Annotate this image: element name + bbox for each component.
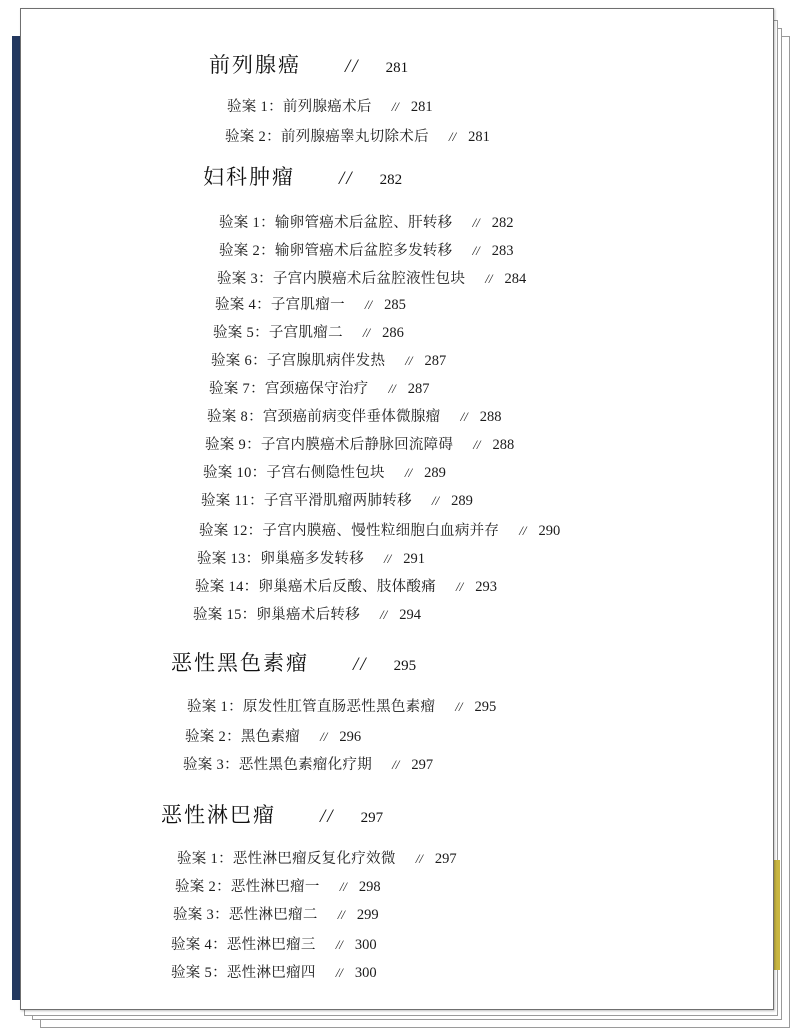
page-number: 300	[354, 965, 377, 981]
entry-title: 验案 3：子宫内膜癌术后盆腔液性包块	[217, 271, 466, 287]
separator: //	[456, 579, 464, 594]
page-number: 289	[424, 465, 446, 481]
toc-entry	[177, 847, 457, 868]
toc-entry	[193, 603, 421, 624]
toc-heading	[161, 799, 383, 829]
toc-entry	[199, 519, 560, 540]
toc-entry	[227, 95, 433, 116]
page-number: 294	[399, 607, 422, 623]
separator: //	[472, 243, 480, 258]
entry-title: 验案 15：卵巢癌术后转移	[193, 607, 361, 623]
toc-entry	[219, 211, 513, 232]
page-number: 290	[538, 523, 561, 539]
entry-title: 验案 3：恶性淋巴瘤二	[173, 907, 318, 923]
page-number: 297	[360, 810, 384, 826]
page-number: 295	[474, 699, 497, 715]
toc-entry	[201, 489, 473, 510]
heading-title: 前列腺癌	[209, 53, 301, 77]
toc-heading	[209, 49, 408, 79]
page-number: 287	[424, 353, 447, 369]
entry-title: 验案 1：输卵管癌术后盆腔、肝转移	[219, 215, 453, 231]
entry-title: 验案 2：前列腺癌睾丸切除术后	[225, 129, 429, 145]
separator: //	[391, 99, 399, 114]
separator: //	[431, 493, 440, 508]
separator: //	[473, 437, 481, 452]
toc-heading	[203, 161, 402, 191]
toc-entry	[217, 267, 526, 288]
page-number: 297	[411, 757, 434, 773]
page-number: 289	[451, 493, 473, 509]
separator: //	[335, 937, 343, 952]
entry-title: 验案 6：子宫腺肌病伴发热	[211, 353, 386, 369]
separator: //	[339, 879, 347, 894]
page-number: 281	[468, 129, 490, 145]
page-number: 296	[339, 729, 362, 745]
toc-entry	[173, 903, 379, 924]
entry-title: 验案 12：子宫内膜癌、慢性粒细胞白血病并存	[199, 523, 500, 539]
separator: //	[405, 353, 413, 368]
entry-title: 验案 2：黑色素瘤	[185, 729, 301, 745]
entry-title: 验案 1：原发性肛管直肠恶性黑色素瘤	[187, 699, 436, 715]
page-number: 299	[356, 907, 379, 923]
entry-title: 验案 3：恶性黑色素瘤化疗期	[183, 757, 373, 773]
separator: //	[345, 56, 360, 77]
separator: //	[448, 129, 457, 144]
toc-entry	[171, 961, 377, 982]
separator: //	[485, 271, 493, 286]
entry-title: 验案 4：恶性淋巴瘤三	[171, 937, 316, 953]
entry-title: 验案 9：子宫内膜癌术后静脉回流障碍	[205, 437, 454, 453]
page-number: 291	[403, 551, 426, 567]
toc-entry	[175, 875, 381, 896]
separator: //	[320, 729, 328, 744]
page-number: 297	[434, 851, 457, 867]
entry-title: 验案 5：子宫肌瘤二	[213, 325, 343, 341]
entry-title: 验案 1：前列腺癌术后	[227, 99, 372, 115]
entry-title: 验案 2：输卵管癌术后盆腔多发转移	[219, 243, 453, 259]
separator: //	[337, 907, 345, 922]
page-number: 287	[407, 381, 430, 397]
toc-entry	[215, 293, 406, 314]
page-number: 283	[491, 243, 514, 259]
page-number: 286	[382, 325, 404, 341]
entry-title: 验案 7：宫颈癌保守治疗	[209, 381, 369, 397]
separator: //	[335, 965, 343, 980]
toc-entry	[219, 239, 513, 260]
heading-title: 恶性黑色素瘤	[171, 651, 309, 675]
page-number: 295	[393, 658, 417, 674]
page-number: 282	[491, 215, 514, 231]
separator: //	[388, 381, 396, 396]
toc-heading	[171, 647, 416, 677]
entry-title: 验案 1：恶性淋巴瘤反复化疗效微	[177, 851, 396, 867]
entry-title: 验案 13：卵巢癌多发转移	[197, 551, 365, 567]
entry-title: 验案 8：宫颈癌前病变伴垂体微腺瘤	[207, 409, 441, 425]
page-number: 281	[410, 99, 433, 115]
toc-entry	[185, 725, 361, 746]
page-number: 288	[479, 409, 502, 425]
heading-title: 恶性淋巴瘤	[161, 803, 276, 827]
toc-entry	[195, 575, 497, 596]
separator: //	[455, 699, 463, 714]
entry-title: 验案 4：子宫肌瘤一	[215, 297, 345, 313]
heading-title: 妇科肿瘤	[203, 165, 295, 189]
separator: //	[460, 409, 468, 424]
toc-entry	[225, 125, 490, 146]
entry-title: 验案 10：子宫右侧隐性包块	[203, 465, 385, 481]
page-number: 285	[384, 297, 406, 313]
separator: //	[519, 523, 527, 538]
separator: //	[472, 215, 480, 230]
separator: //	[339, 168, 354, 189]
entry-title: 验案 11：子宫平滑肌瘤两肺转移	[201, 493, 412, 509]
separator: //	[364, 297, 373, 312]
separator: //	[353, 654, 368, 675]
separator: //	[384, 551, 392, 566]
separator: //	[392, 757, 400, 772]
page-number: 300	[354, 937, 377, 953]
toc-entry	[213, 321, 404, 342]
separator: //	[415, 851, 423, 866]
toc-page	[20, 8, 774, 1010]
toc-entry	[187, 695, 496, 716]
separator: //	[320, 806, 335, 827]
entry-title: 验案 5：恶性淋巴瘤四	[171, 965, 316, 981]
separator: //	[362, 325, 371, 340]
toc-entry	[197, 547, 425, 568]
toc-entry	[211, 349, 446, 370]
toc-entry	[203, 461, 446, 482]
page-number: 281	[385, 60, 409, 76]
toc-entry	[205, 433, 514, 454]
page-number: 284	[504, 271, 527, 287]
entry-title: 验案 2：恶性淋巴瘤一	[175, 879, 320, 895]
page-number: 282	[379, 172, 403, 188]
toc-entry	[171, 933, 377, 954]
separator: //	[380, 607, 388, 622]
separator: //	[404, 465, 413, 480]
toc-entry	[207, 405, 501, 426]
entry-title: 验案 14：卵巢癌术后反酸、肢体酸痛	[195, 579, 437, 595]
page-number: 288	[492, 437, 515, 453]
toc-entry	[209, 377, 429, 398]
page-number: 298	[358, 879, 381, 895]
toc-entry	[183, 753, 433, 774]
page-number: 293	[475, 579, 498, 595]
